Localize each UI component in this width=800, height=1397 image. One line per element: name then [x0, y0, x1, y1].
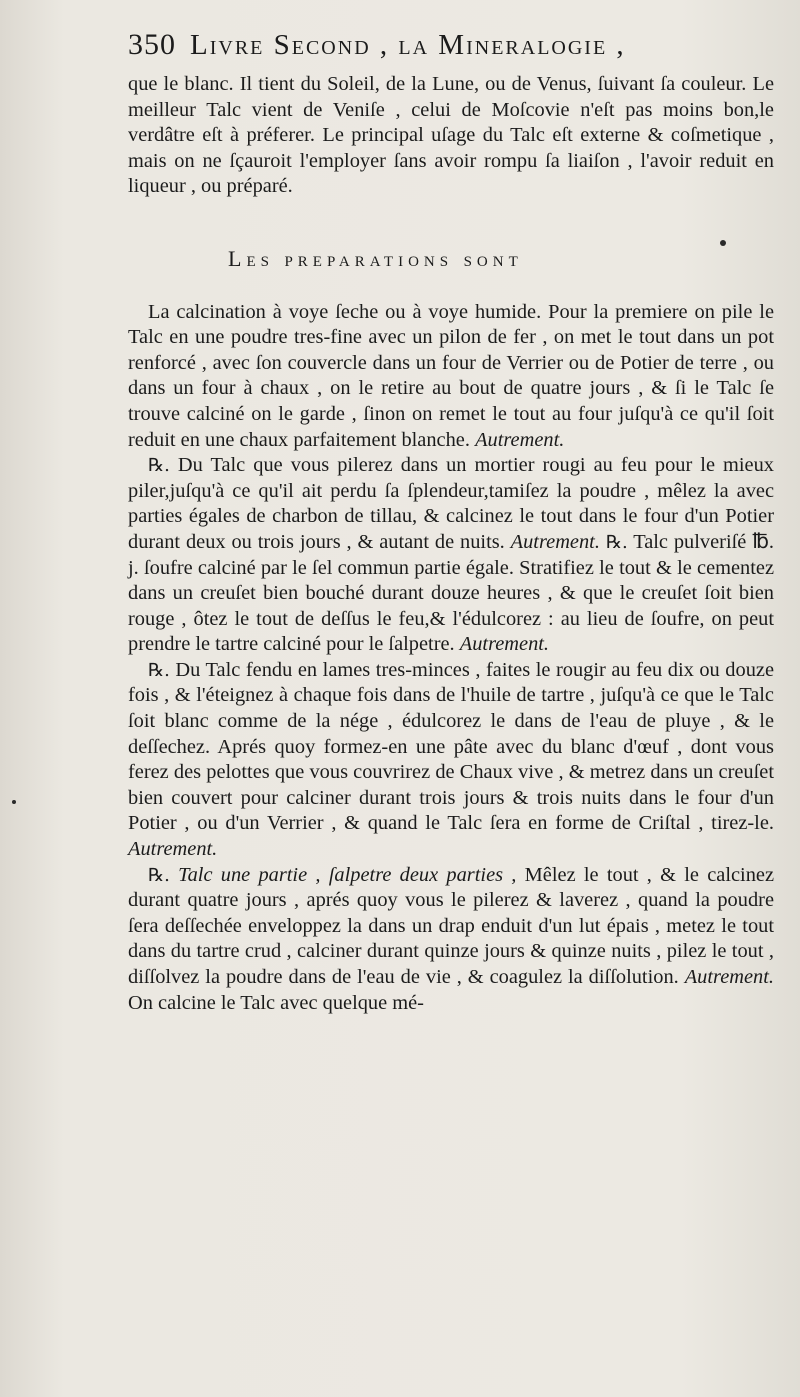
recipe-italic-lead: Talc une partie , ſalpetre deux parties ,: [178, 863, 517, 886]
variant-label: Autrement.: [510, 530, 600, 553]
page-body: [128, 72, 774, 1016]
paragraph-calcination: [128, 300, 774, 454]
ink-spot: [720, 240, 726, 246]
variant-label: Autrement.: [684, 966, 774, 988]
paragraph-recipe-3: [128, 863, 774, 1017]
paragraph-text: Talc pulveriſé ℔. j. ſoufre calciné par le ſel commun partie égale. Stratifiez le tout & le cementez dans un creuſet bien bouché durant douze heures , & que le creuſet ſoit bien rouge , ôtez le tout de deſſus le feu,& l'édulcorez : au lieu de ſoufre, on peut prendre le tartre calciné pour le ſalpetre.: [128, 530, 774, 656]
recipe-symbol: ℞.: [148, 864, 170, 886]
paragraph-recipe-1: [128, 453, 774, 658]
paragraph-text: Du Talc que vous pilerez dans un mortier rougi au feu pour le mieux piler,juſqu'à ce qu'il ait perdu ſa ſplendeur,tamiſez la poudre , mêlez la avec parties égales de charbon de tillau, & calcinez le tout dans le four d'un Potier durant deux ou trois jours , & autant de nuits.: [128, 454, 774, 553]
section-heading: Les preparations sont: [228, 245, 523, 271]
variant-label: Autrement.: [459, 633, 550, 656]
running-head: Livre Second , la Mineralogie ,: [190, 29, 626, 61]
paragraph-text: La calcination à voye ſeche ou à voye humide. Pour la premiere on pile le Talc en une poudre tres-fine avec un pilon de fer , on met le tout dans un pot renforcé , avec ſon couvercle dans un four de Verrier ou de Potier de terre , ou dans un four à chaux , on le retire au bout de quatre jours , & ſi le Talc ſe trouve calciné on le garde , ſinon on remet le tout au four juſqu'à ce qu'il ſoit reduit en une chaux parfaitement blanche.: [128, 300, 774, 451]
paragraph-text: Du Talc fendu en lames tres-minces , faites le rougir au feu dix ou douze fois , & l'éteignez à chaque fois dans de l'huile de tartre , juſqu'à ce que le Talc ſoit blanc comme de la nége , édulcorez le dans de l'eau de pluye , & le deſſechez. Aprés quoy formez-en une pâte avec du blanc d'œuf , dont vous ferez des pelottes que vous couvrirez de Chaux vive , & metrez dans un creuſet bien couvert pour calciner durant trois jours & trois nuits dans le four d'un Potier , ou d'un Verrier , & quand le Talc ſera en forme de Criſtal , tirez-le.: [128, 658, 774, 835]
paragraph-text: Mêlez le tout , & le calcinez durant quatre jours , aprés quoy vous le pilerez & laverez , quand la poudre ſera deſſechée enveloppez la dans un drap enduit d'un lut épais , metez le tout dans du tartre crud , calciner durant quinze jours & quinze nuits , pilez le tout , diſſolvez la poudre dans de l'eau de vie , & coagulez la diſſolution.: [128, 863, 775, 988]
recipe-symbol: ℞.: [605, 531, 628, 553]
ink-spot: [12, 800, 16, 804]
variant-label: Autrement.: [475, 428, 565, 451]
recipe-symbol: ℞.: [148, 659, 170, 681]
page-number: 350: [128, 28, 176, 61]
page-header: [128, 28, 774, 72]
paragraph-recipe-2: [128, 658, 774, 863]
recipe-symbol: ℞.: [148, 455, 170, 477]
paragraph-tail-text: On calcine le Talc avec quelque mé-: [128, 991, 424, 1014]
variant-label: Autrement.: [128, 838, 218, 861]
intro-paragraph: que le blanc. Il tient du Soleil, de la Lune, ou de Venus, ſuivant ſa couleur. Le meilleur Talc vient de Veniſe , celui de Moſcovie n'eſt pas moins bon,le verdâtre eſt à préferer. Le principal uſage du Talc eſt externe & coſmetique , mais on ne ſçauroit l'employer ſans avoir rompu ſa liaiſon , l'avoir reduit en liqueur , ou préparé.: [128, 73, 774, 198]
